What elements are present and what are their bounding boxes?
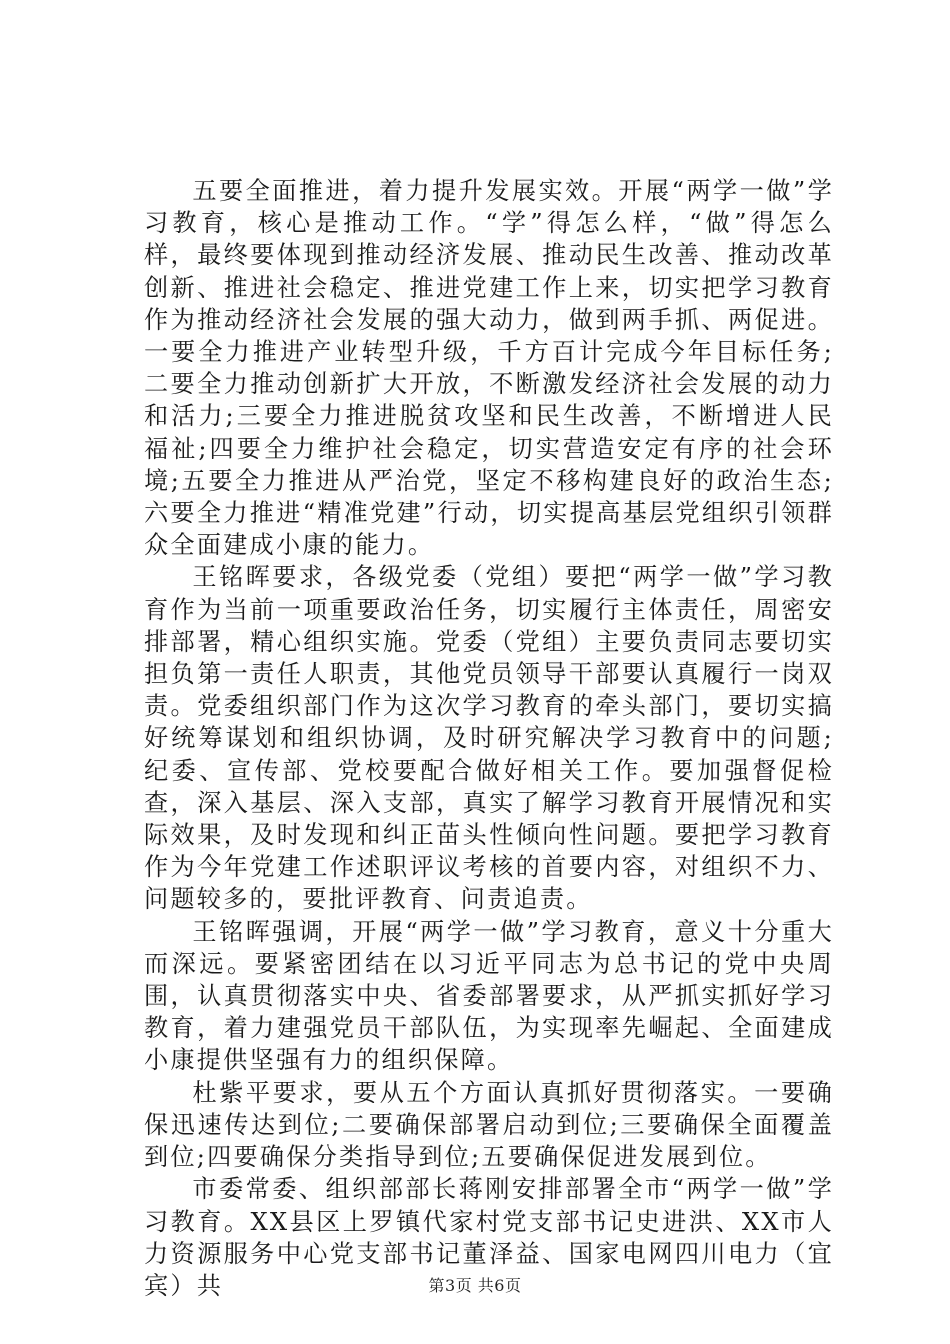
paragraph-1: 五要全面推进，着力提升发展实效。开展“两学一做”学习教育，核心是推动工作。“学”得怎么样，“做”得怎么样，最终要体现到推动经济发展、推动民生改善、推动改革创新、推进社会稳定、推进党建工作上来，切实把学习教育作为推动经济社会发展的强大动力，做到两手抓、两促进。一要全力推进产业转型升级，千方百计完成今年目标任务;二要全力推动创新扩大开放，不断激发经济社会发展的动力和活力;三要全力推进脱贫攻坚和民生改善，不断增进人民福祉;四要全力维护社会稳定，切实营造安定有序的社会环境;五要全力推进从严治党，坚定不移构建良好的政治生态;六要全力推进“精准党建”行动，切实提高基层党组织引领群众全面建成小康的能力。: [144, 177, 834, 560]
paragraph-5: 市委常委、组织部部长蒋刚安排部署全市“两学一做”学习教育。XX县区上罗镇代家村党支部书记史进洪、XX市人力资源服务中心党支部书记董泽益、国家电网四川电力（宜宾）共: [144, 1175, 834, 1300]
page-footer: 第3页 共6页: [428, 1276, 522, 1295]
paragraph-4: 杜紫平要求，要从五个方面认真抓好贯彻落实。一要确保迅速传达到位;二要确保部署启动到位;三要确保全面覆盖到位;四要确保分类指导到位;五要确保促进发展到位。: [144, 1078, 834, 1172]
document-body: [144, 175, 834, 1302]
paragraph-3: 王铭晖强调，开展“两学一做”学习教育，意义十分重大而深远。要紧密团结在以习近平同志为总书记的党中央周围，认真贯彻落实中央、省委部署要求，从严抓实抓好学习教育，着力建强党员干部队伍，为实现率先崛起、全面建成小康提供坚强有力的组织保障。: [144, 917, 834, 1075]
paragraph-2: 王铭晖要求，各级党委（党组）要把“两学一做”学习教育作为当前一项重要政治任务，切实履行主体责任，周密安排部署，精心组织实施。党委（党组）主要负责同志要切实担负第一责任人职责，其他党员领导干部要认真履行一岗双责。党委组织部门作为这次学习教育的牵头部门，要切实搞好统筹谋划和组织协调，及时研究解决学习教育中的问题;纪委、宣传部、党校要配合做好相关工作。要加强督促检查，深入基层、深入支部，真实了解学习教育开展情况和实际效果，及时发现和纠正苗头性倾向性问题。要把学习教育作为今年党建工作述职评议考核的首要内容，对组织不力、问题较多的，要批评教育、问责追责。: [144, 563, 834, 914]
